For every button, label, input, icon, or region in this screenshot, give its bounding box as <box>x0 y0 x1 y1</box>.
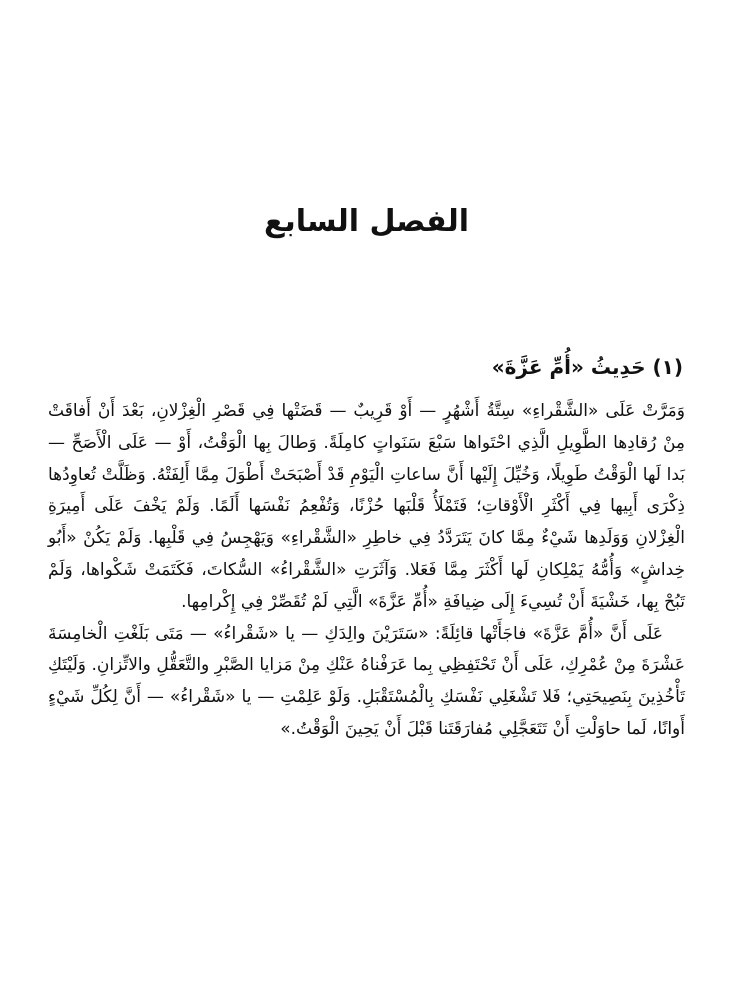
body-text <box>48 396 685 746</box>
paragraph-2: عَلَى أَنَّ «أُمَّ عَزَّةَ» فاجَأَتْها قائِلَةً: «سَتَرَيْنَ والِدَكِ — يا «شَقْراءُ» — مَتَى بَلَغْتِ الْخامِسَةَ عَشْرَةَ مِنْ عُمْرِكِ، عَلَى أَنْ تَحْتَفِظِي بِما عَرَفْناهُ عَنْكِ مِنْ مَزايا الصَّبْرِ والتَّعَقُّلِ والاتِّزانِ. وَلَيْتَكِ تَأْخُذِينَ بِنَصِيحَتِي؛ فَلا تَشْغَلِي نَفْسَكِ بِالْمُسْتَقْبَلِ. وَلَوْ عَلِمْتِ — يا «شَقْراءُ» — أَنَّ لِكُلِّ شَيْءٍ أَوانًا، لَما حاوَلْتِ أَنْ تَتَعَجَّلِي مُفارَقَتَنا قَبْلَ أَنْ يَحِينَ الْوَقْتُ.» <box>48 623 685 739</box>
paragraph-1: وَمَرَّتْ عَلَى «الشَّقْراءِ» سِتَّةُ أَشْهُرٍ — أَوْ قَرِيبٌ — قَضَتْها فِي قَصْرِ الْغِزْلانِ، بَعْدَ أَنْ أَفاقَتْ مِنْ رُقادِها الطَّوِيلِ الَّذِي احْتَواها سَبْعَ سَنَواتٍ كامِلَةً. وَطالَ بِها الْوَقْتُ، أَوْ — عَلَى الْأَصَحِّ — بَدا لَها الْوَقْتُ طَوِيلًا، وَخُيِّلَ إِلَيْها أَنَّ ساعاتِ الْيَوْمِ قَدْ أَصْبَحَتْ أَطْوَلَ مِمَّا أَلِفَتْهُ. وَظَلَّتْ تُعاوِدُها ذِكْرَى أَبِيها فِي أَكْثَرِ الْأَوْقاتِ؛ فَتَمْلَأُ قَلْبَها حُزْنًا، وَتُفْعِمُ نَفْسَها أَلَمًا. وَلَمْ يَخْفَ عَلَى أَمِيرَةِ الْغِزْلانِ وَوَلَدِها شَيْءٌ مِمَّا كانَ يَتَرَدَّدُ فِي خاطِرِ «الشَّقْراءِ» وَيَهْجِسُ فِي قَلْبِها. وَلَمْ يَكُنْ «أَبُو خِداشٍ» وَأُمُّهُ يَمْلِكانِ لَها أَكْثَرَ مِمَّا فَعَلا. وَآثَرَتِ «الشَّقْراءُ» السُّكاتَ، فَكَتَمَتْ شَكْواها، وَلَمْ تَبُحْ بِها، خَشْيَةَ أَنْ تُسِيءَ إِلَى ضِيافَةِ «أُمِّ عَزَّةَ» الَّتِي لَمْ تُقَصِّرْ فِي إِكْرامِها. <box>48 401 685 612</box>
section-heading: (١) حَدِيثُ «أُمِّ عَزَّةَ» <box>491 355 683 379</box>
chapter-title: الفصل السابع <box>263 204 470 239</box>
